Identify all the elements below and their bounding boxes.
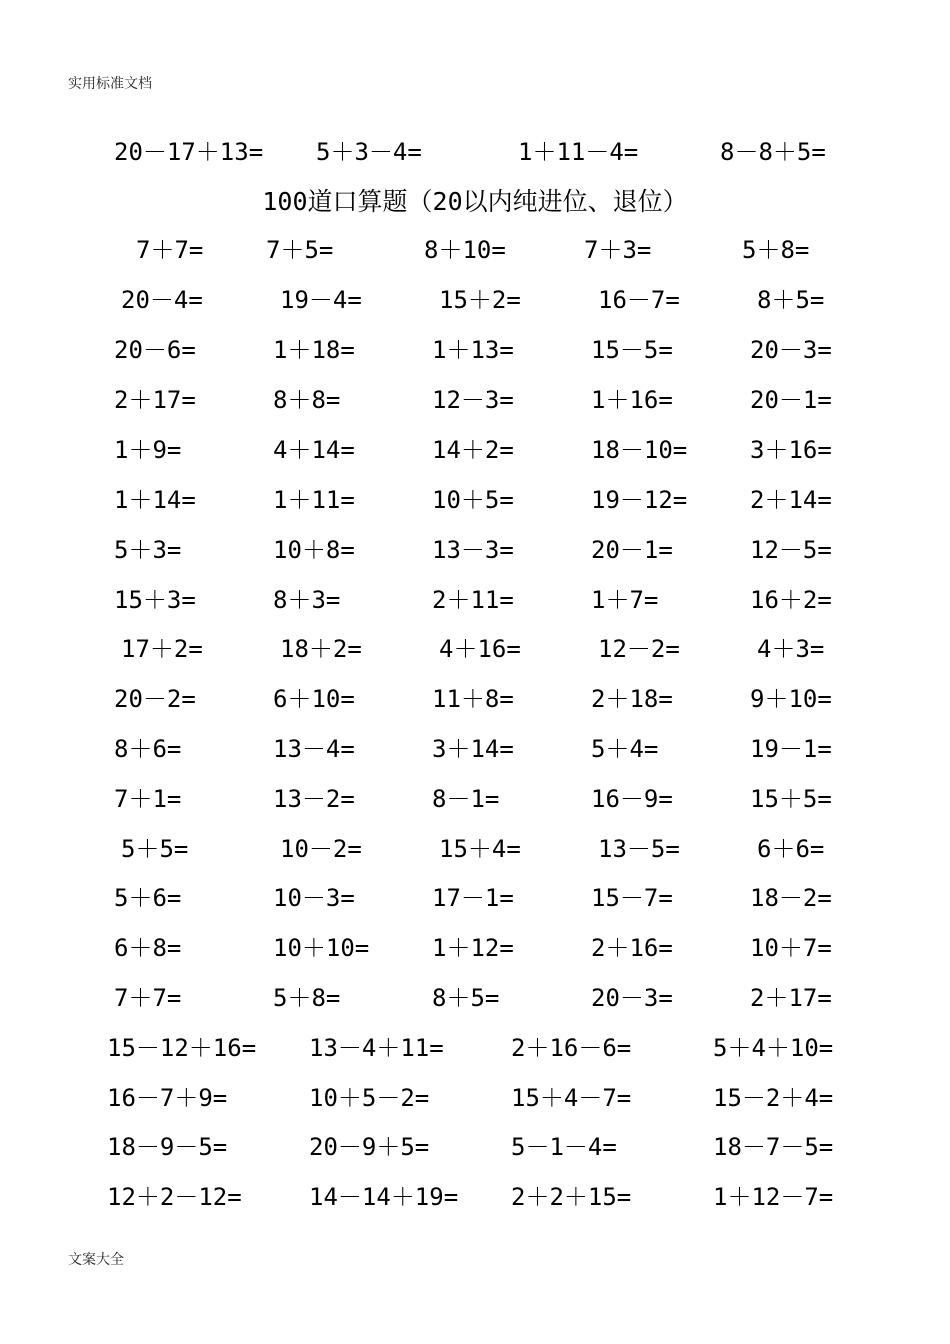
problem: 2＋16= bbox=[591, 934, 673, 962]
problem: 15＋4－7= bbox=[511, 1084, 632, 1112]
problem: 5＋3= bbox=[114, 536, 182, 564]
problem: 20－3= bbox=[750, 336, 832, 364]
problem: 15－5= bbox=[591, 336, 673, 364]
problem: 7＋1= bbox=[114, 785, 182, 813]
problem: 16－9= bbox=[591, 785, 673, 813]
problem: 17－1= bbox=[432, 884, 514, 912]
problem: 18－9－5= bbox=[107, 1133, 228, 1161]
problem: 4＋14= bbox=[273, 436, 355, 464]
problem: 19－1= bbox=[750, 735, 832, 763]
problem: 3＋16= bbox=[750, 436, 832, 464]
problem: 18＋2= bbox=[280, 635, 362, 663]
problem: 16－7= bbox=[598, 286, 680, 314]
problem: 8＋10= bbox=[424, 236, 506, 264]
problem: 1＋11－4= bbox=[518, 138, 639, 166]
problem: 20－9＋5= bbox=[309, 1133, 430, 1161]
problem: 5＋6= bbox=[114, 884, 182, 912]
problem: 18－7－5= bbox=[713, 1133, 834, 1161]
problem-row bbox=[0, 282, 950, 318]
problem: 5＋4= bbox=[591, 735, 659, 763]
problem: 10－2= bbox=[280, 835, 362, 863]
problem-row bbox=[0, 631, 950, 667]
problem: 13－5= bbox=[598, 835, 680, 863]
problem: 4＋16= bbox=[439, 635, 521, 663]
problem-row bbox=[0, 731, 950, 767]
problem-row bbox=[0, 1129, 950, 1165]
problem: 10＋5= bbox=[432, 486, 514, 514]
page-title: 100道口算题（20以内纯进位、退位） bbox=[262, 187, 688, 216]
problem: 1＋9= bbox=[114, 436, 182, 464]
problem: 1＋12= bbox=[432, 934, 514, 962]
problem: 1＋7= bbox=[591, 586, 659, 614]
problem: 8－8＋5= bbox=[720, 138, 826, 166]
problem: 1＋14= bbox=[114, 486, 196, 514]
problem: 9＋10= bbox=[750, 685, 832, 713]
problem: 20－2= bbox=[114, 685, 196, 713]
problem: 14－14＋19= bbox=[309, 1183, 459, 1211]
problem: 2＋16－6= bbox=[511, 1034, 632, 1062]
problem: 20－17＋13= bbox=[114, 138, 264, 166]
problem: 7＋5= bbox=[266, 236, 334, 264]
problem: 8＋6= bbox=[114, 735, 182, 763]
problem: 12－5= bbox=[750, 536, 832, 564]
problem: 13－2= bbox=[273, 785, 355, 813]
problem-row bbox=[0, 1179, 950, 1215]
problem: 11＋8= bbox=[432, 685, 514, 713]
problem: 17＋2= bbox=[121, 635, 203, 663]
problem: 15＋3= bbox=[114, 586, 196, 614]
problem: 5＋8= bbox=[273, 984, 341, 1012]
problem: 5－1－4= bbox=[511, 1133, 617, 1161]
problem-row bbox=[0, 831, 950, 867]
problem: 7＋3= bbox=[584, 236, 652, 264]
problem: 20－1= bbox=[750, 386, 832, 414]
problem: 10－3= bbox=[273, 884, 355, 912]
problem-row bbox=[0, 382, 950, 418]
problem: 2＋17= bbox=[114, 386, 196, 414]
problem: 1＋13= bbox=[432, 336, 514, 364]
problem: 12＋2－12= bbox=[107, 1183, 242, 1211]
problem-row bbox=[0, 332, 950, 368]
problem: 19－4= bbox=[280, 286, 362, 314]
problem: 8＋5= bbox=[757, 286, 825, 314]
problem: 10＋8= bbox=[273, 536, 355, 564]
problem-row bbox=[0, 532, 950, 568]
problem-row bbox=[0, 980, 950, 1016]
problem: 1＋11= bbox=[273, 486, 355, 514]
problem: 12－3= bbox=[432, 386, 514, 414]
problem-row bbox=[0, 432, 950, 468]
problem: 5＋3－4= bbox=[316, 138, 422, 166]
problem-row bbox=[0, 681, 950, 717]
problem: 10＋7= bbox=[750, 934, 832, 962]
problem: 12－2= bbox=[598, 635, 680, 663]
problem: 2＋11= bbox=[432, 586, 514, 614]
problem-row bbox=[0, 1030, 950, 1066]
problem: 15－7= bbox=[591, 884, 673, 912]
problem: 20－6= bbox=[114, 336, 196, 364]
problem: 3＋14= bbox=[432, 735, 514, 763]
problem: 6＋10= bbox=[273, 685, 355, 713]
problem: 13－4= bbox=[273, 735, 355, 763]
problem: 4＋3= bbox=[757, 635, 825, 663]
problem: 8＋3= bbox=[273, 586, 341, 614]
problem-row bbox=[0, 1080, 950, 1116]
problem: 18－10= bbox=[591, 436, 688, 464]
problem: 7＋7= bbox=[136, 236, 204, 264]
problem: 20－3= bbox=[591, 984, 673, 1012]
problem: 8－1= bbox=[432, 785, 500, 813]
problem-row bbox=[0, 930, 950, 966]
problem: 20－4= bbox=[121, 286, 203, 314]
problem: 15＋4= bbox=[439, 835, 521, 863]
problem-row bbox=[0, 582, 950, 618]
problem-row bbox=[0, 482, 950, 518]
problem: 6＋6= bbox=[757, 835, 825, 863]
problem: 13－3= bbox=[432, 536, 514, 564]
problem: 1＋18= bbox=[273, 336, 355, 364]
problem: 5＋8= bbox=[742, 236, 810, 264]
problem: 2＋14= bbox=[750, 486, 832, 514]
problem: 16＋2= bbox=[750, 586, 832, 614]
problem: 18－2= bbox=[750, 884, 832, 912]
problem: 15＋5= bbox=[750, 785, 832, 813]
problem: 8＋8= bbox=[273, 386, 341, 414]
problem: 16－7＋9= bbox=[107, 1084, 228, 1112]
footer-note: 文案大全 bbox=[68, 1252, 124, 1268]
problem-row bbox=[0, 781, 950, 817]
problem-row bbox=[0, 880, 950, 916]
problem: 15＋2= bbox=[439, 286, 521, 314]
problem: 1＋12－7= bbox=[713, 1183, 834, 1211]
problem: 15－2＋4= bbox=[713, 1084, 834, 1112]
problem: 2＋17= bbox=[750, 984, 832, 1012]
problem: 1＋16= bbox=[591, 386, 673, 414]
problem-row bbox=[0, 232, 950, 268]
problem: 14＋2= bbox=[432, 436, 514, 464]
problem: 7＋7= bbox=[114, 984, 182, 1012]
problem: 2＋2＋15= bbox=[511, 1183, 632, 1211]
problem: 10＋5－2= bbox=[309, 1084, 430, 1112]
problem: 19－12= bbox=[591, 486, 688, 514]
problem: 10＋10= bbox=[273, 934, 370, 962]
problem: 8＋5= bbox=[432, 984, 500, 1012]
problem: 20－1= bbox=[591, 536, 673, 564]
problem: 5＋5= bbox=[121, 835, 189, 863]
problem: 6＋8= bbox=[114, 934, 182, 962]
problem: 13－4＋11= bbox=[309, 1034, 444, 1062]
problem: 5＋4＋10= bbox=[713, 1034, 834, 1062]
header-note: 实用标准文档 bbox=[68, 76, 152, 92]
top-row bbox=[0, 134, 950, 170]
problem: 2＋18= bbox=[591, 685, 673, 713]
problem: 15－12＋16= bbox=[107, 1034, 257, 1062]
